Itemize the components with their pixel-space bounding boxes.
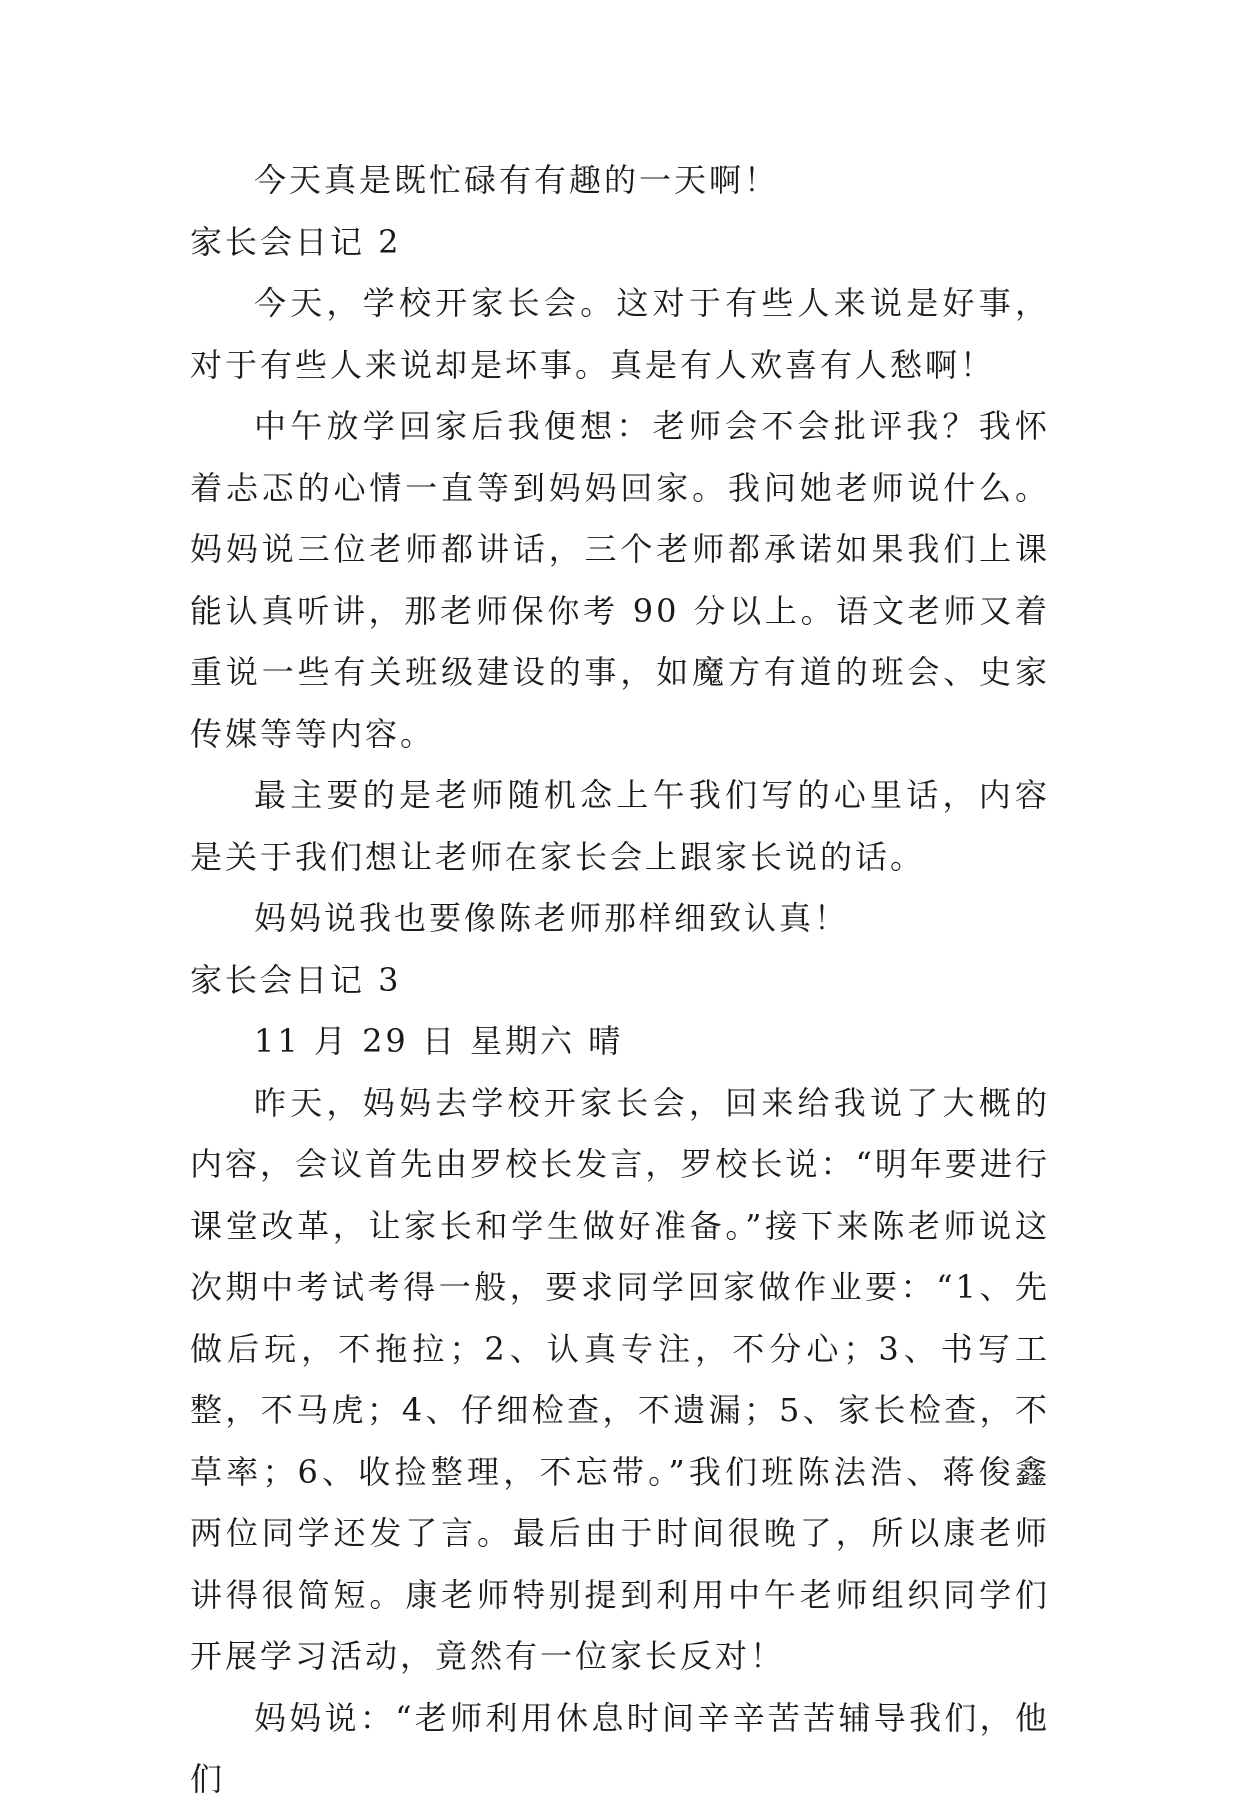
paragraph: 昨天，妈妈去学校开家长会，回来给我说了大概的内容，会议首先由罗校长发言，罗校长说：“明年要进行课堂改革，让家长和学生做好准备。”接下来陈老师说这次期中考试考得一般，要求同学回家做作业要：“1、先做后玩，不拖拉；2、认真专注，不分心；3、书写工整，不马虎；4、仔细检查，不遗漏；5、家长检查，不草率；6、收捡整理，不忘带。”我们班陈法浩、蒋俊鑫两位同学还发了言。最后由于时间很晚了，所以康老师讲得很简短。康老师特别提到利用中午老师组织同学们开展学习活动，竟然有一位家长反对！: [190, 1083, 1050, 1675]
paragraph: 最主要的是老师随机念上午我们写的心里话，内容是关于我们想让老师在家长会上跟家长说的话。: [190, 776, 1050, 876]
section-heading: 家长会日记 2: [190, 222, 402, 261]
document-body: [190, 150, 1050, 1811]
paragraph: 今天，学校开家长会。这对于有些人来说是好事，对于有些人来说却是坏事。真是有人欢喜有人愁啊！: [190, 284, 1050, 384]
date-line: 11 月 29 日 星期六 晴: [254, 1022, 624, 1060]
paragraph: 妈妈说我也要像陈老师那样细致认真！: [254, 899, 850, 937]
paragraph: 中午放学回家后我便想：老师会不会批评我？我怀着忐忑的心情一直等到妈妈回家。我问她老师说什么。妈妈说三位老师都讲话，三个老师都承诺如果我们上课能认真听讲，那老师保你考 90 分以上。语文老师又着重说一些有关班级建设的事，如魔方有道的班会、史家传媒等等内容。: [190, 407, 1050, 753]
paragraph: 妈妈说：“老师利用休息时间辛辛苦苦辅导我们，他们: [190, 1698, 1050, 1798]
section-heading: 家长会日记 3: [190, 960, 402, 999]
paragraph: 今天真是既忙碌有有趣的一天啊！: [254, 161, 780, 199]
